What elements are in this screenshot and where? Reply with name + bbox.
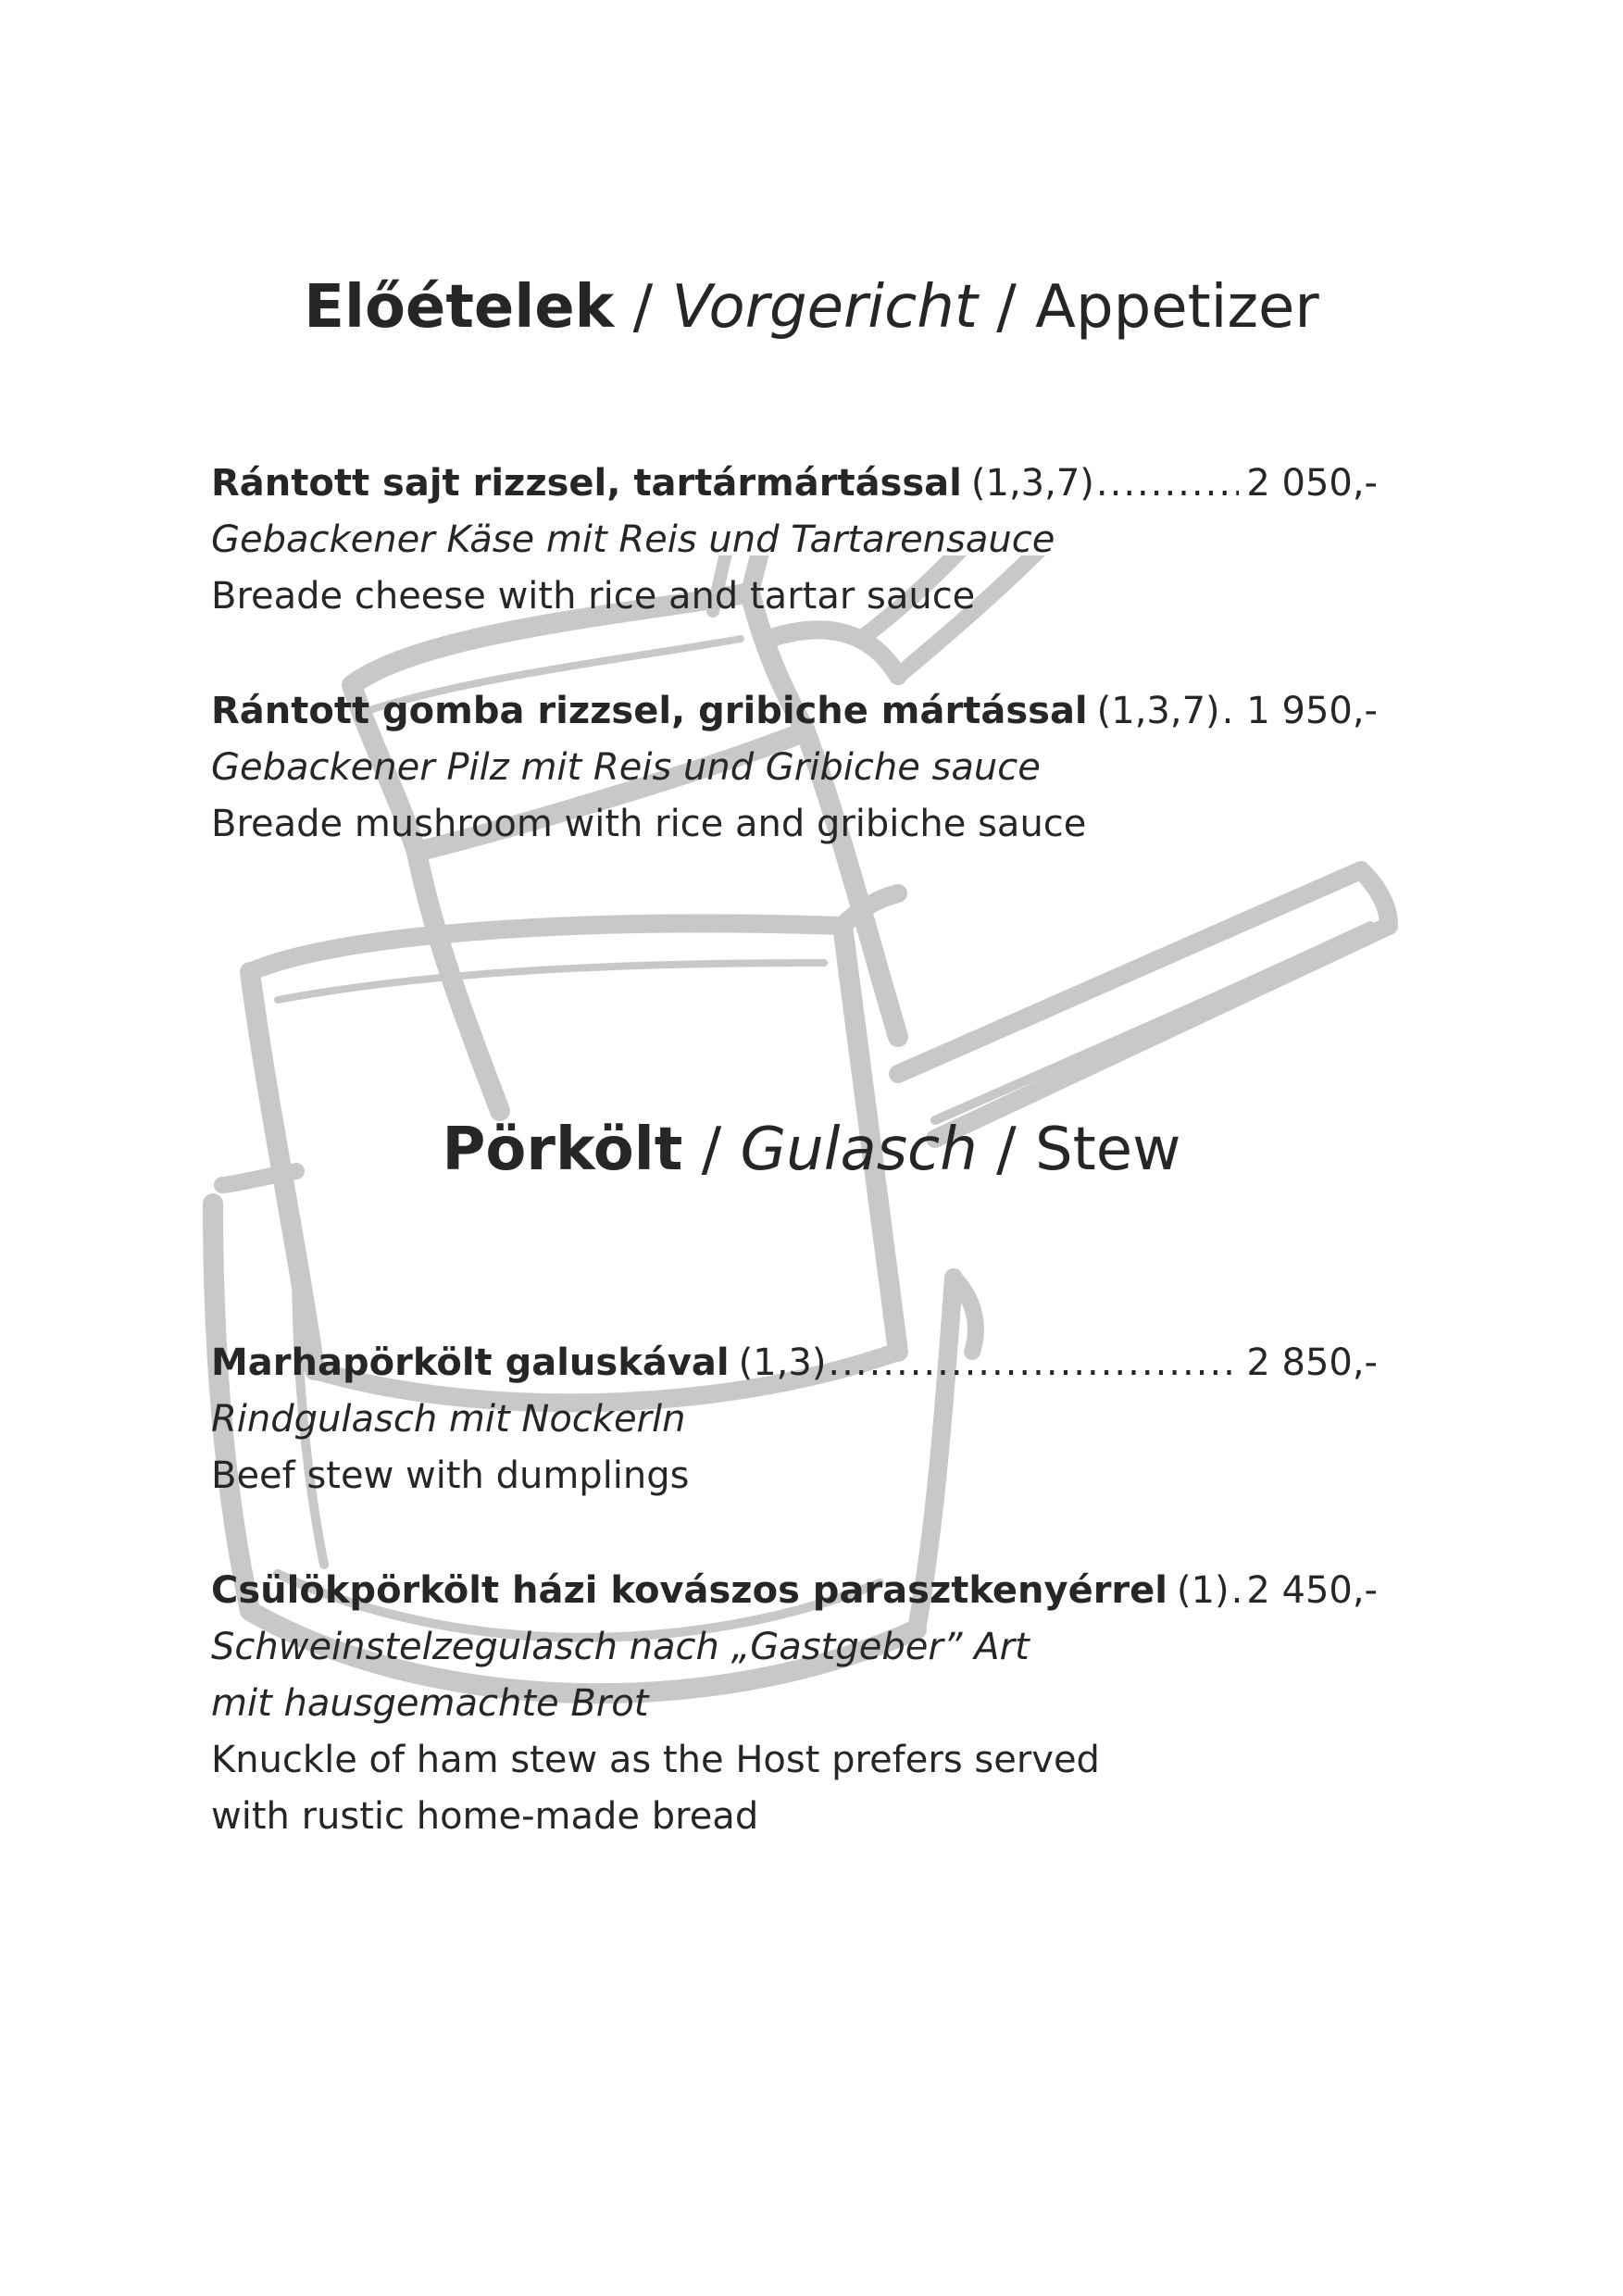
menu-item-desc-en: Breade mushroom with rice and gribiche sauce — [211, 803, 1087, 845]
menu-item-desc-en: Breade cheese with rice and tartar sauce — [211, 575, 976, 618]
menu-item-main-line — [211, 455, 1378, 512]
menu-item-main-line — [211, 1563, 1378, 1619]
section-title-hu: Előételek — [304, 273, 615, 342]
menu-item-desc-en: with rustic home-made bread — [211, 1795, 759, 1838]
title-separator: / — [996, 1116, 1017, 1184]
menu-item-desc-de: Schweinstelzegulasch nach „Gastgeber” Art — [211, 1626, 1030, 1668]
menu-item-price: 1 950,- — [1246, 690, 1378, 732]
menu-item-allergens: (1,3) — [738, 1341, 827, 1384]
menu-item-fried-mushroom — [211, 683, 1378, 853]
menu-item-knuckle-stew — [211, 1563, 1378, 1845]
dot-leader — [1222, 683, 1240, 740]
menu-item-price: 2 450,- — [1246, 1569, 1378, 1612]
title-separator: / — [996, 273, 1017, 342]
menu-item-name: Rántott sajt rizzsel, tartármártással — [211, 462, 962, 505]
menu-item-desc-de: Gebackener Pilz mit Reis und Gribiche sauce — [211, 746, 1041, 789]
menu-item-desc-de: mit hausgemachte Brot — [211, 1682, 649, 1725]
section-title-hu: Pörkölt — [442, 1116, 683, 1184]
menu-item-fried-cheese — [211, 455, 1378, 625]
dot-leader — [1096, 455, 1239, 512]
menu-item-name: Marhapörkölt galuskával — [211, 1341, 730, 1384]
menu-item-desc-en: Knuckle of ham stew as the Host prefers served — [211, 1739, 1100, 1781]
section-title-en: Appetizer — [1035, 273, 1319, 342]
menu-item-main-line — [211, 1335, 1378, 1391]
menu-item-allergens: (1,3,7) — [970, 462, 1094, 505]
menu-item-allergens: (1,3,7) — [1096, 690, 1220, 732]
menu-item-price: 2 850,- — [1246, 1341, 1378, 1384]
menu-item-allergens: (1) — [1177, 1569, 1230, 1612]
menu-item-desc-en: Beef stew with dumplings — [211, 1454, 690, 1497]
menu-item-price: 2 050,- — [1246, 462, 1378, 505]
dot-leader — [828, 1335, 1239, 1391]
menu-item-desc-de: Gebackener Käse mit Reis und Tartarensauce — [211, 518, 1055, 561]
menu-item-desc-de: Rindgulasch mit Nockerln — [211, 1398, 686, 1441]
menu-item-name: Rántott gomba rizzsel, gribiche mártással — [211, 690, 1088, 732]
dot-leader — [1231, 1563, 1240, 1619]
title-separator: / — [701, 1116, 722, 1184]
section-title-en: Stew — [1035, 1116, 1181, 1184]
section-title-de: Vorgericht — [671, 273, 978, 342]
title-separator: / — [632, 273, 654, 342]
section-title-de: Gulasch — [740, 1116, 978, 1184]
menu-item-beef-stew — [211, 1335, 1378, 1504]
section-title-stew — [0, 1113, 1623, 1187]
menu-item-main-line — [211, 683, 1378, 740]
section-title-appetizer — [0, 270, 1623, 344]
menu-item-name: Csülökpörkölt házi kovászos parasztkenyérrel — [211, 1569, 1167, 1612]
